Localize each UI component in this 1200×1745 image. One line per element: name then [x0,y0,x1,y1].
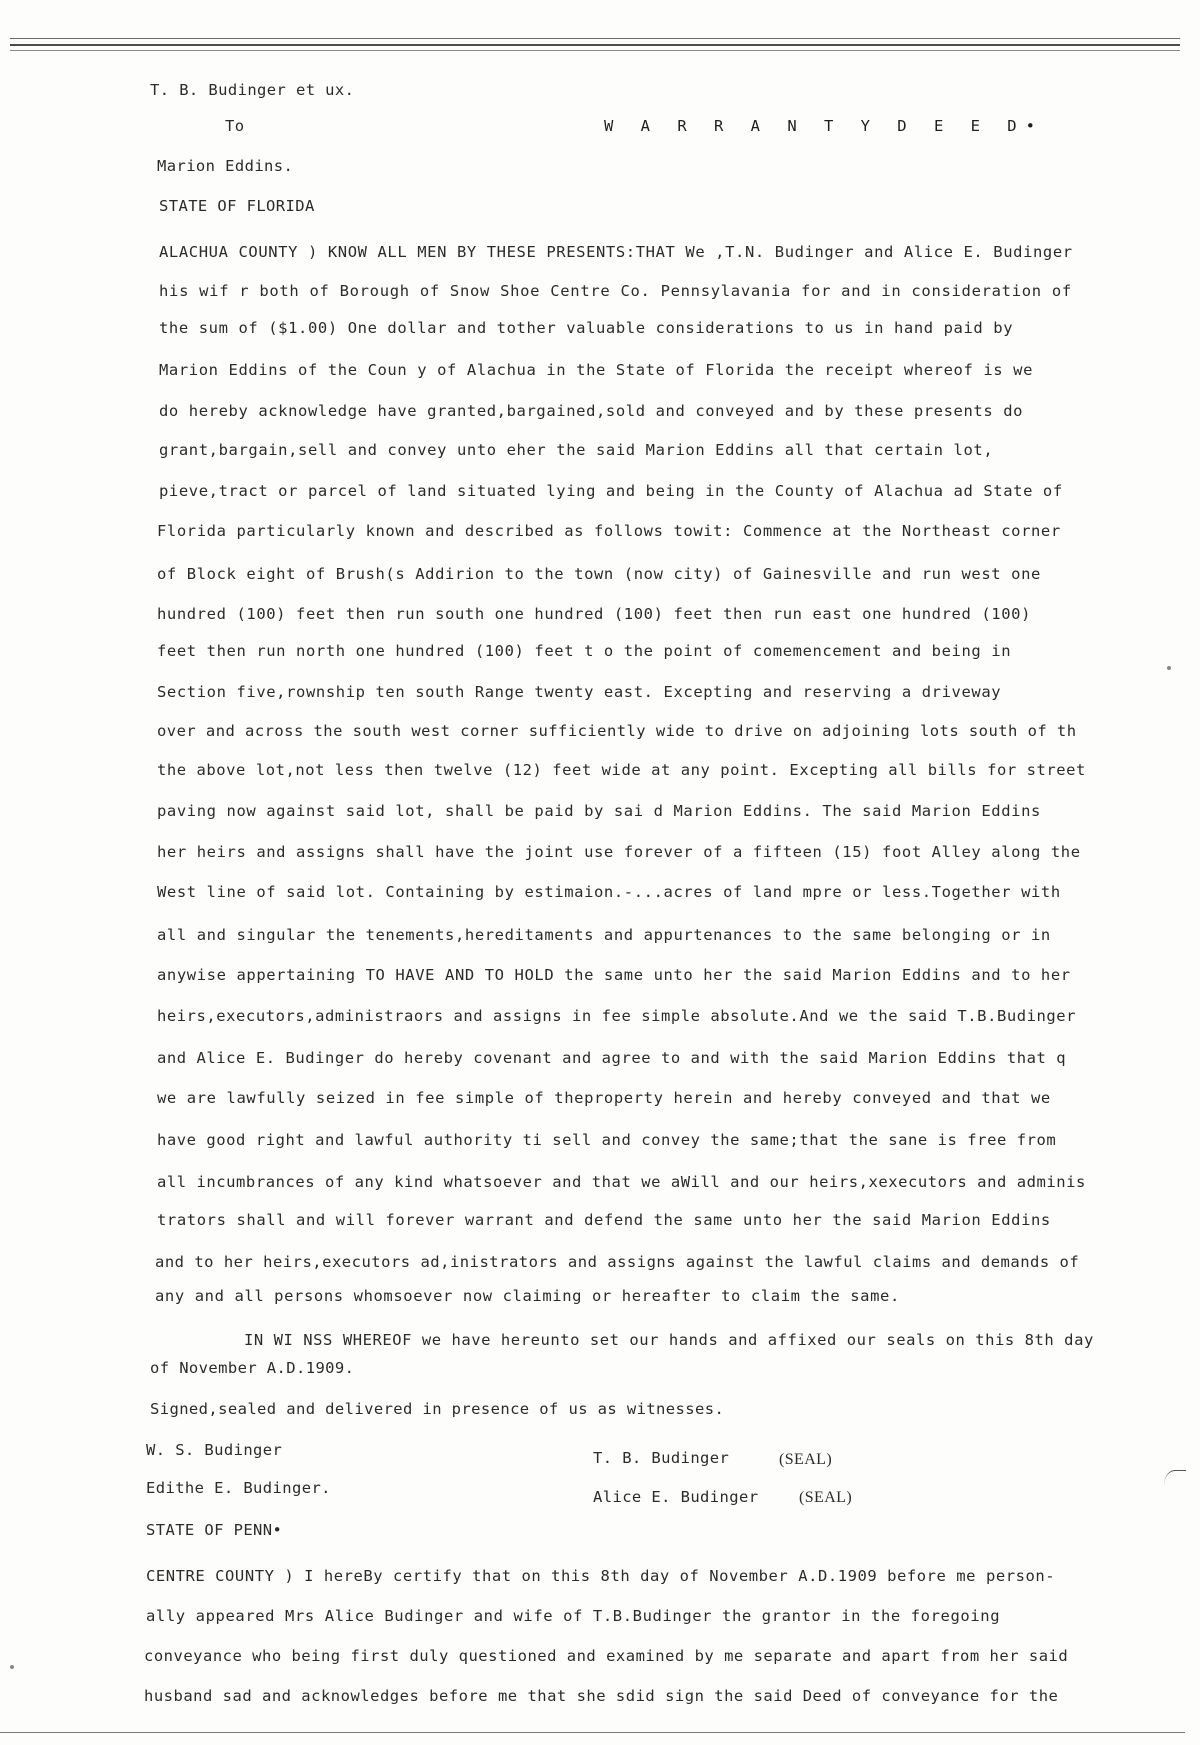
body-line-1: ALACHUA COUNTY ) KNOW ALL MEN BY THESE PRESENTS:THAT We ,T.N. Budinger and Alice E. Budinger [159,243,1073,261]
state-penn: STATE OF PENN• [146,1521,283,1539]
body-line-19: anywise appertaining TO HAVE AND TO HOLD the same unto her the said Marion Eddins and to her [157,966,1071,984]
body-line-7: pieve,tract or parcel of land situated lying and being in the County of Alachua ad State of [159,482,1063,500]
witness-2-name: Edithe E. Budinger. [146,1479,331,1497]
body-line-20: heirs,executors,administraors and assigns in fee simple absolute.And we the said T.B.Budinger [157,1007,1077,1025]
margin-mark [10,1665,14,1669]
body-line-6: grant,bargain,sell and convey unto eher the said Marion Eddins all that certain lot, [159,441,994,459]
body-line-13: over and across the south west corner sufficiently wide to drive on adjoining lots south of th [157,722,1077,740]
ack-line-3: conveyance who being first duly questioned and examined by me separate and apart from her said [144,1647,1069,1665]
body-line-10: hundred (100) feet then run south one hundred (100) feet then run east one hundred (100) [157,605,1031,623]
signer-2-name: Alice E. Budinger [593,1488,759,1506]
body-line-12: Section five,rownship ten south Range twenty east. Excepting and reserving a driveway [157,683,1002,701]
body-line-23: have good right and lawful authority ti sell and convey the same;that the sane is free from [157,1131,1057,1149]
deed-title: W A R R A N T Y D E E D• [604,117,1044,135]
witness-clause: IN WI NSS WHEREOF we have hereunto set our hands and affixed our seals on this 8th day [244,1331,1094,1349]
body-line-2: his wif r both of Borough of Snow Shoe Centre Co. Pennsylavania for and in consideration of [159,282,1072,300]
body-line-17: West line of said lot. Containing by estimaion.-...acres of land mpre or less.Together with [157,883,1061,901]
body-line-14: the above lot,not less then twelve (12) feet wide at any point. Excepting all bills for street [157,761,1086,779]
body-line-18: all and singular the tenements,hereditaments and appurtenances to the same belonging or in [157,926,1051,944]
body-line-22: we are lawfully seized in fee simple of theproperty herein and hereby conveyed and that we [157,1089,1051,1107]
signer-1-name: T. B. Budinger [593,1449,730,1467]
body-line-11: feet then run north one hundred (100) feet t o the point of comemencement and being in [157,642,1012,660]
to-label: To [225,117,245,135]
seal-2: (SEAL) [799,1489,853,1506]
body-line-15: paving now against said lot, shall be paid by sai d Marion Eddins. The said Marion Eddins [157,802,1041,820]
bottom-rule [0,1732,1185,1733]
witness-statement: Signed,sealed and delivered in presence of us as witnesses. [150,1400,725,1418]
body-line-16: her heirs and assigns shall have the joint use forever of a fifteen (15) foot Alley along the [157,843,1081,861]
body-line-8: Florida particularly known and described as follows towit: Commence at the Northeast corner [157,522,1061,540]
state-florida: STATE OF FLORIDA [159,197,315,215]
body-line-3: the sum of ($1.00) One dollar and tother valuable considerations to us in hand paid by [159,319,1014,337]
seal-1: (SEAL) [779,1451,833,1468]
top-rule-lower [10,50,1180,51]
body-line-5: do hereby acknowledge have granted,bargained,sold and conveyed and by these presents do [159,402,1024,420]
page-edge-curl [1164,1470,1186,1501]
top-rule [10,38,1180,39]
witness-date: of November A.D.1909. [150,1359,355,1377]
margin-mark [1167,666,1171,670]
witness-1-name: W. S. Budinger [146,1441,283,1459]
body-line-9: of Block eight of Brush(s Addirion to the town (now city) of Gainesville and run west one [157,565,1041,583]
body-line-26: and to her heirs,executors ad,inistrators and assigns against the lawful claims and demands of [155,1253,1080,1271]
top-rule-thick [10,44,1180,46]
ack-line-2: ally appeared Mrs Alice Budinger and wife of T.B.Budinger the grantor in the foregoing [146,1607,1001,1625]
body-line-4: Marion Eddins of the Coun y of Alachua in the State of Florida the receipt whereof is we [159,361,1033,379]
body-line-27: any and all persons whomsoever now claiming or hereafter to claim the same. [155,1287,900,1305]
ack-line-4: husband sad and acknowledges before me that she sdid sign the said Deed of conveyance for the [144,1687,1059,1705]
grantor-name: T. B. Budinger et ux. [150,81,355,99]
body-line-24: all incumbrances of any kind whatsoever and that we aWill and our heirs,xexecutors and adminis [157,1173,1086,1191]
body-line-21: and Alice E. Budinger do hereby covenant and agree to and with the said Marion Eddins that q [157,1049,1067,1067]
ack-line-1: CENTRE COUNTY ) I hereBy certify that on this 8th day of November A.D.1909 before me person- [146,1567,1056,1585]
body-line-25: trators shall and will forever warrant and defend the same unto her the said Marion Eddins [157,1211,1051,1229]
grantee-name: Marion Eddins. [157,157,294,175]
